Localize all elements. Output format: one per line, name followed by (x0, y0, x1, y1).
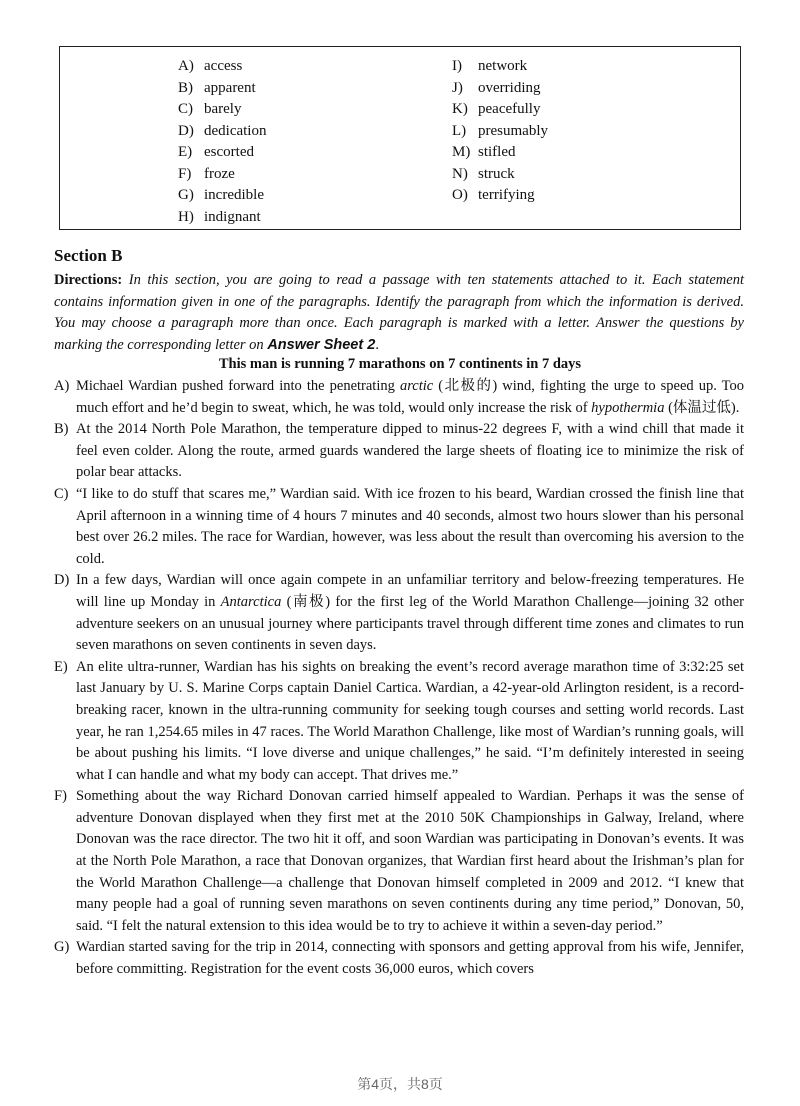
word-bank-item (178, 185, 266, 207)
paragraph-label: E) (54, 658, 68, 675)
paragraph-a (54, 376, 744, 419)
option-word: dedication (204, 122, 267, 139)
word-bank-item (452, 56, 548, 78)
option-letter: O) (452, 187, 468, 203)
word-bank-item (178, 78, 266, 100)
option-word: stifled (478, 144, 516, 160)
option-word: apparent (204, 79, 256, 96)
paragraph-text: Something about the way Richard Donovan carried himself appealed to Wardian. Perhaps it was the sense of adventure Donovan displayed when they first met at the 2010 50K Championships in Galway, Ireland, where Donovan was the race director. The two hit it off, and soon Wardian was participating in Donovan’s events. It was at the North Pole Marathon, a race that Donovan organizes, that Wardian first heard about the Irishman’s plan for the World Marathon Challenge—a challenge that Donovan himself completed in 2009 and 2012. “I knew that many people had a goal of running seven marathons on seven continents during any time period,” Donovan, 50, said. “I felt the natural extension to this idea would be to try to achieve it within a seven-day period.” (76, 788, 744, 934)
word-bank-item (178, 207, 266, 229)
word-bank-item (452, 78, 548, 100)
option-word: froze (204, 165, 235, 182)
page-footer: 第4页，共8页 (357, 1076, 443, 1092)
paragraph-label: C) (54, 485, 69, 502)
paragraph-e (54, 657, 744, 787)
option-word: network (478, 58, 528, 74)
paragraph-label: F) (54, 788, 67, 805)
option-letter: J) (452, 79, 463, 96)
word-bank-right-column (452, 56, 548, 207)
option-word: presumably (478, 122, 548, 139)
paragraph-f (54, 786, 744, 937)
option-letter: H) (178, 208, 194, 225)
paragraph-text: At the 2014 North Pole Marathon, the temperature dipped to minus-22 degrees F, with a wind chill that made it feel even colder. Along the route, armed guards wandered the large sheets of floating ice to minimize the risk of polar bear attacks. (76, 421, 744, 481)
paragraph-label: G) (54, 939, 70, 956)
directions-end: . (375, 336, 379, 353)
directions (54, 270, 744, 356)
directions-label: Directions: (54, 272, 123, 288)
option-word: struck (478, 165, 515, 182)
option-letter: I) (452, 58, 462, 74)
option-letter: L) (452, 122, 467, 139)
word-bank-item (178, 56, 266, 78)
word-bank-item (452, 99, 548, 121)
word-bank-box (59, 46, 741, 230)
word-bank-item (452, 164, 548, 186)
paragraph-label: B) (54, 421, 69, 438)
option-word: peacefully (478, 101, 541, 117)
word-bank-item (178, 164, 266, 186)
option-word: escorted (204, 144, 254, 160)
paragraph-b (54, 419, 744, 484)
paragraph-label: D) (54, 572, 70, 589)
option-letter: N) (452, 165, 468, 182)
passage (54, 376, 744, 981)
passage-title: This man is running 7 marathons on 7 continents in 7 days (218, 356, 582, 372)
option-word: terrifying (478, 187, 535, 203)
option-letter: K) (452, 101, 468, 117)
italic-term: Antarctica (220, 593, 282, 610)
option-letter: E) (178, 144, 193, 160)
option-word: overriding (478, 79, 541, 96)
italic-term: hypothermia (591, 399, 665, 416)
word-bank-item (178, 99, 266, 121)
paragraph-text: (北极的) wind, fighting the urge to speed up. Too much effort and he’d begin to sweat, which, he was told, would only increase the risk of (76, 378, 745, 416)
word-bank-item (452, 185, 548, 207)
answer-sheet-label: Answer Sheet 2 (267, 336, 376, 353)
option-letter: A) (178, 58, 194, 74)
paragraph-label: A) (54, 378, 70, 394)
option-word: access (204, 58, 243, 74)
paragraph-text: An elite ultra-runner, Wardian has his sights on breaking the event’s record average marathon time of 3:32:25 set last January by U. S. Marine Corps captain Daniel Cartica. Wardian, a 42-year-old Arlington resident, is a record-breaking racer, known in the ultra-running community for seeking tough courses and setting world records. Last year, he ran 1,254.65 miles in 47 races. The World Marathon Challenge, like most of Wardian’s running goals, will be about pushing his limits. “I love diverse and unique challenges,” he said. “I’m definitely interested in seeing what I can handle and what my body can accept. That drives me.” (76, 658, 744, 783)
word-bank-item (452, 142, 548, 164)
option-letter: D) (178, 122, 194, 139)
italic-term: arctic (399, 378, 434, 394)
option-letter: G) (178, 187, 194, 203)
paragraph-text: (南极) for the first leg of the World Marathon Challenge—joining 32 other adventure seekers on an unusual journey where participants travel through different time zones and climates to run seven marathons on seven continents in seven days. (76, 593, 744, 654)
section-title: Section B (54, 246, 123, 265)
paragraph-text: Michael Wardian pushed forward into the penetrating (76, 378, 400, 394)
directions-text: In this section, you are going to read a passage with ten statements attached to it. Each statement contains information given in one of the paragraphs. Identify the paragraph from which the information is derived. You may choose a paragraph more than once. Each paragraph is marked with a letter. Answer the questions by marking the corresponding letter on (54, 272, 744, 353)
paragraph-d (54, 570, 744, 656)
paragraph-c (54, 484, 744, 570)
word-bank-item (452, 121, 548, 143)
paragraph-text: In a few days, Wardian will once again compete in an unfamiliar territory and below-freezing temperatures. He will line up Monday in (76, 572, 744, 610)
option-letter: B) (178, 79, 193, 96)
paragraph-text: Wardian started saving for the trip in 2014, connecting with sponsors and getting approval from his wife, Jennifer, before committing. Registration for the event costs 36,000 euros, which covers (76, 939, 744, 978)
word-bank-item (178, 121, 266, 143)
option-word: incredible (204, 187, 264, 203)
word-bank-left-column (178, 56, 266, 228)
word-bank-item (178, 142, 266, 164)
option-letter: M) (452, 144, 471, 160)
option-word: barely (204, 101, 242, 117)
option-letter: F) (178, 165, 192, 182)
paragraph-text: (体温过低). (664, 399, 740, 416)
option-letter: C) (178, 101, 193, 117)
option-word: indignant (204, 208, 261, 225)
paragraph-g (54, 937, 744, 980)
paragraph-text: “I like to do stuff that scares me,” Wardian said. With ice frozen to his beard, Wardian crossed the finish line that April afternoon in a winning time of 4 hours 7 minutes and 40 seconds, almost two hours slower than his personal best over 26.2 miles. The race for Wardian, however, was less about the result than overcoming his aversion to the cold. (76, 485, 744, 567)
